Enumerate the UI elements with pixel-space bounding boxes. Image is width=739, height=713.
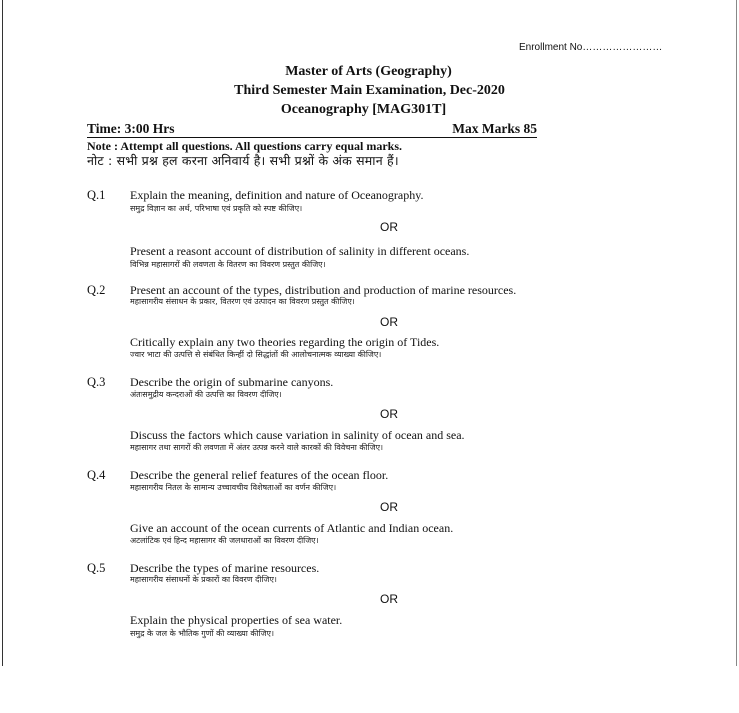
question-text-hindi: महासागर तथा सागरों की लवणता में अंतर उत्पन्न करने वाले कारकों की विवेचना कीजिए। bbox=[130, 443, 384, 452]
question-text-hindi: अटलांटिक एवं हिन्द महासागर की जलधाराओं का विवरण दीजिए। bbox=[130, 536, 319, 545]
note-english: Note : Attempt all questions. All questions carry equal marks. bbox=[87, 139, 402, 153]
or-separator: OR bbox=[380, 315, 398, 329]
question-text: Describe the types of marine resources. bbox=[130, 561, 320, 575]
or-separator: OR bbox=[380, 407, 398, 421]
question-number: Q.2 bbox=[87, 283, 106, 297]
question-text: Describe the general relief features of the ocean floor. bbox=[130, 468, 389, 482]
question-number: Q.1 bbox=[87, 188, 106, 202]
or-separator: OR bbox=[380, 592, 398, 606]
note-hindi: नोट : सभी प्रश्न हल करना अनिवार्य है। सभी प्रश्नों के अंक समान हैं। bbox=[87, 153, 399, 168]
question-number: Q.4 bbox=[87, 468, 106, 482]
question-text-hindi: विभिन्न महासागरों की लवणता के वितरण का विवरण प्रस्तुत कीजिए। bbox=[130, 260, 326, 269]
question-text-hindi: महासागरीय नितल के सामान्य उच्चावचीय विशेषताओं का वर्णन कीजिए। bbox=[130, 483, 337, 492]
question-text-hindi: समुद्र विज्ञान का अर्थ, परिभाषा एवं प्रकृति को स्पष्ट कीजिए। bbox=[130, 204, 303, 213]
question-text-hindi: समुद्र के जल के भौतिक गुणों की व्याख्या कीजिए। bbox=[130, 629, 274, 638]
question-text: Discuss the factors which cause variation in salinity of ocean and sea. bbox=[130, 428, 465, 442]
question-text-hindi: महासागरीय संसाधनों के प्रकारों का विवरण दीजिए। bbox=[130, 575, 277, 584]
question-text-hindi: अंतःसमुद्रीय कन्दराओं की उत्पत्ति का विवरण दीजिए। bbox=[130, 390, 282, 399]
max-marks-label: Max Marks 85 bbox=[452, 121, 537, 136]
question-text: Describe the origin of submarine canyons. bbox=[130, 375, 334, 389]
question-text-hindi: महासागरीय संसाधन के प्रकार, वितरण एवं उत्पादन का विवरण प्रस्तुत कीजिए। bbox=[130, 297, 355, 306]
exam-title: Third Semester Main Examination, Dec-2020 bbox=[234, 83, 505, 98]
question-text: Present an account of the types, distribution and production of marine resources. bbox=[130, 283, 517, 297]
question-text: Critically explain any two theories regarding the origin of Tides. bbox=[130, 335, 440, 349]
question-text: Explain the physical properties of sea water. bbox=[130, 613, 343, 627]
enrollment-label: Enrollment No…………………… bbox=[519, 42, 663, 53]
page-border-left bbox=[2, 0, 3, 666]
question-text-hindi: ज्वार भाटा की उत्पत्ति से संबंधित किन्हीं दो सिद्धांतों की आलोचनात्मक व्याख्या कीजिए। bbox=[130, 350, 382, 359]
time-marks-row bbox=[87, 121, 537, 138]
program-title: Master of Arts (Geography) bbox=[285, 64, 452, 79]
or-separator: OR bbox=[380, 500, 398, 514]
question-number: Q.3 bbox=[87, 375, 106, 389]
question-number: Q.5 bbox=[87, 561, 106, 575]
or-separator: OR bbox=[380, 220, 398, 234]
page-border-right bbox=[736, 0, 737, 666]
question-text: Give an account of the ocean currents of Atlantic and Indian ocean. bbox=[130, 521, 454, 535]
question-text: Present a reasont account of distribution of salinity in different oceans. bbox=[130, 244, 470, 258]
time-label: Time: 3:00 Hrs bbox=[87, 121, 175, 136]
question-text: Explain the meaning, definition and nature of Oceanography. bbox=[130, 188, 424, 202]
paper-title: Oceanography [MAG301T] bbox=[280, 102, 447, 117]
